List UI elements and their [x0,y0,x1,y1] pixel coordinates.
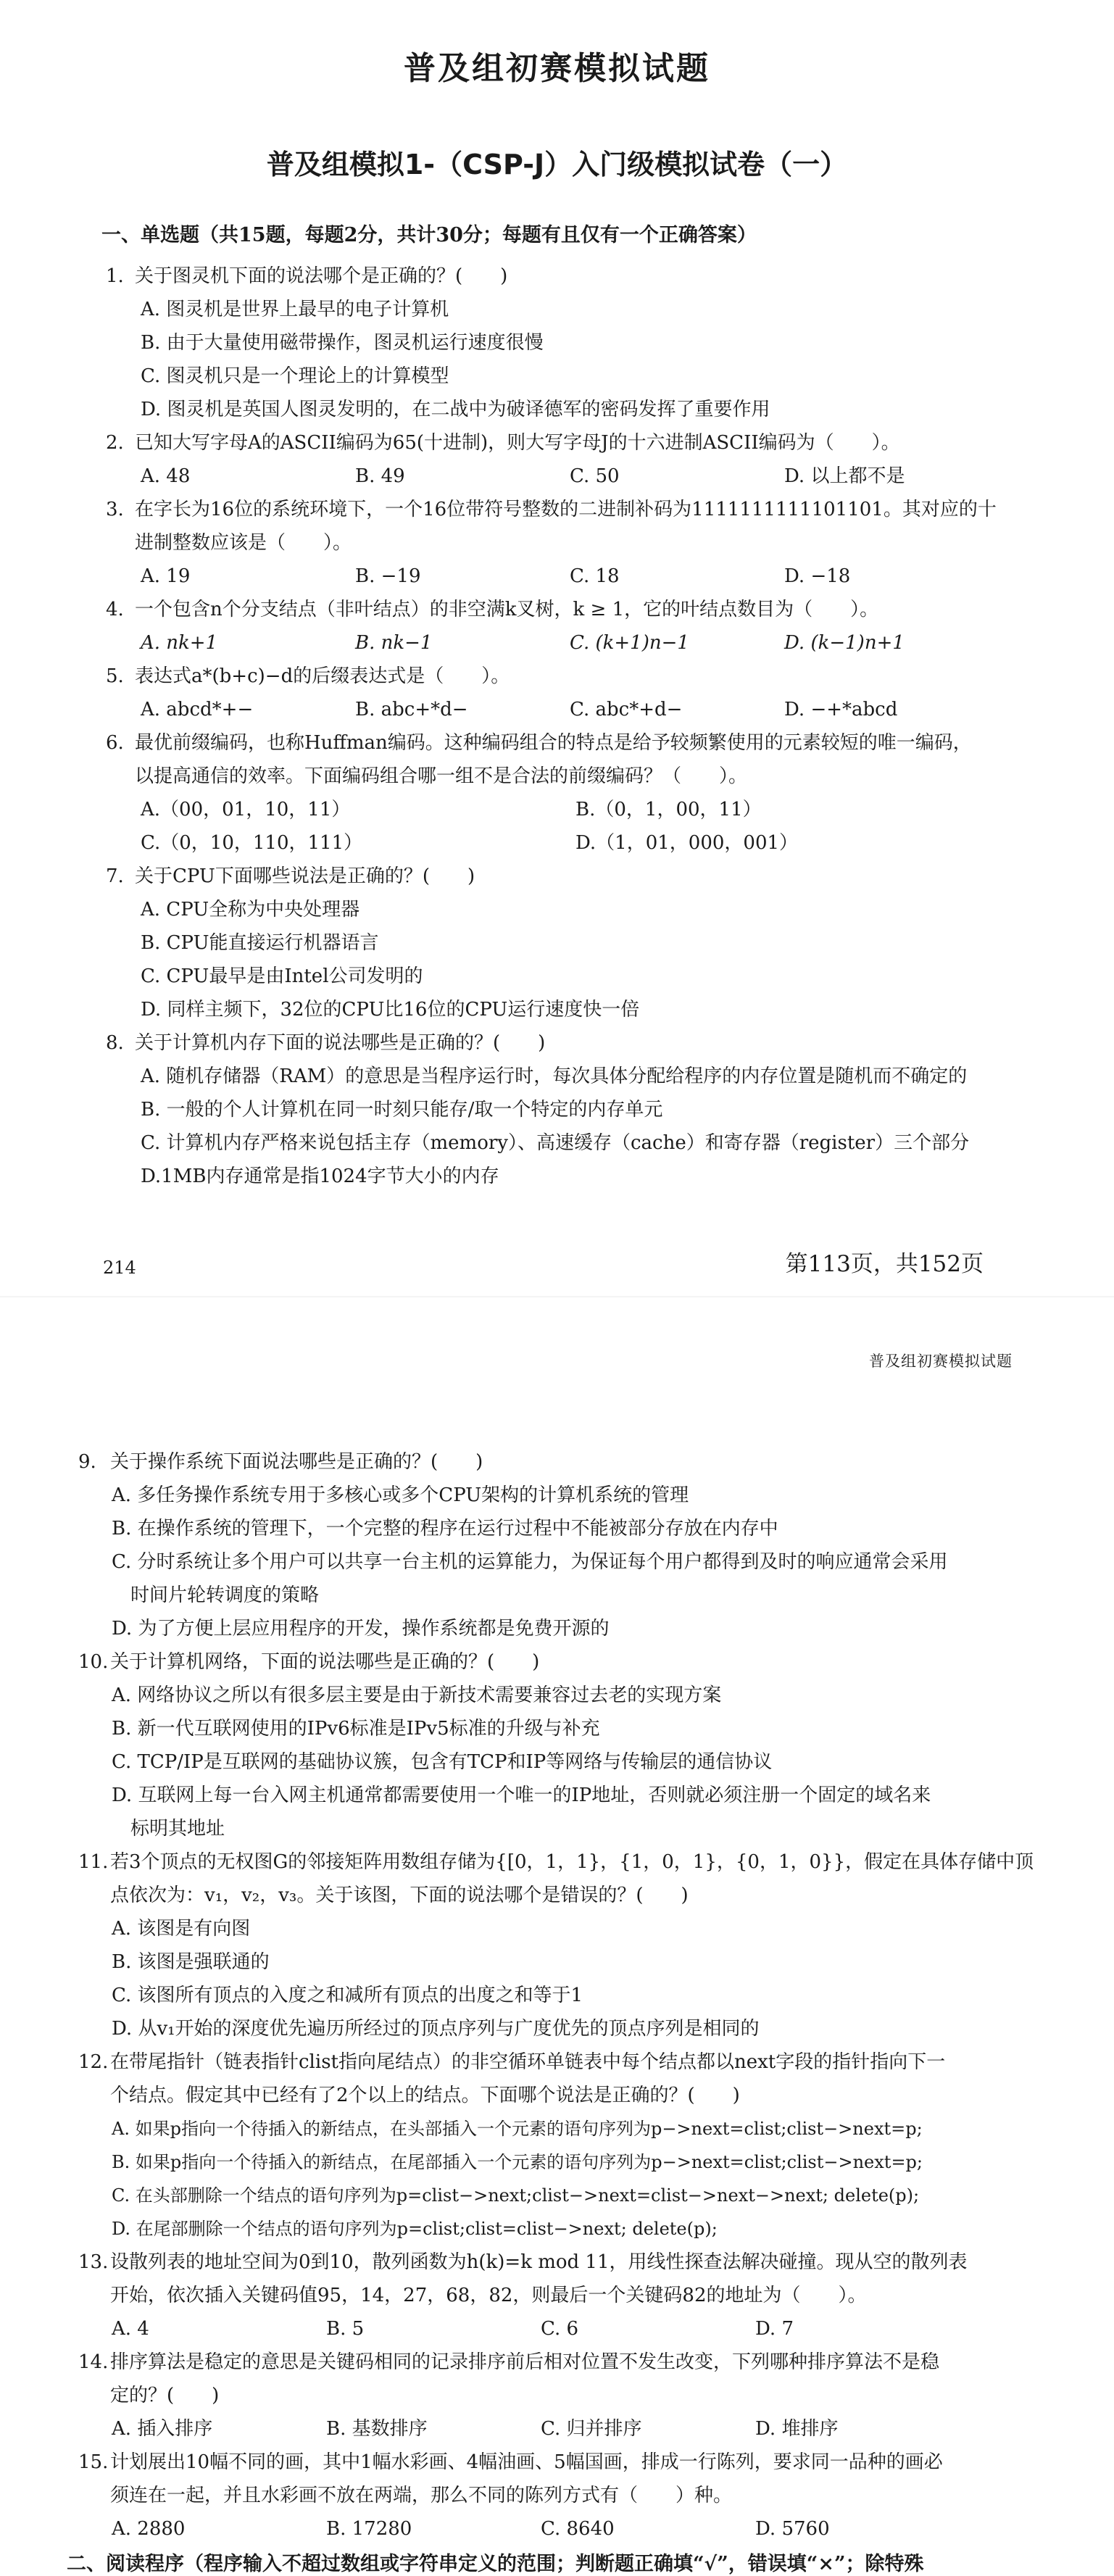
option-c: C. abc*+d− [570,699,683,720]
question-stem-continued: 定的？( ) [110,2385,220,2406]
question-number: 13. [78,2251,109,2273]
option-a: A. abcd*+− [141,699,254,720]
question-stem: 关于图灵机下面的说法哪个是正确的？( ) [135,265,508,287]
question-2 [106,426,1048,493]
option-d: D. 以上都不是 [784,465,905,487]
option-d: D. 堆排序 [755,2418,839,2440]
question-stem-continued: 个结点。假定其中已经有了2个以上的结点。下面哪个说法是正确的？( ) [110,2085,740,2106]
question-stem-continued: 须连在一起，并且水彩画不放在两端，那么不同的陈列方式有（ ）种。 [110,2485,733,2506]
running-head: 普及组初赛模拟试题 [869,1353,1013,1370]
option-a: A.（00，01，10，11） [141,799,351,820]
page-2 [0,1297,1114,2575]
option-c: C. 18 [570,565,620,587]
question-number: 8. [106,1032,124,1054]
option-a: A. 多任务操作系统专用于多核心或多个CPU架构的计算机系统的管理 [112,1484,689,1506]
option-d: D. 7 [755,2318,794,2340]
option-c: C. CPU最早是由Intel公司发明的 [141,965,423,987]
question-1 [106,259,1048,426]
page-counter: 第113页，共152页 [785,1251,984,1277]
option-a: A. nk+1 [141,632,218,654]
question-stem: 已知大写字母A的ASCII编码为65(十进制)，则大写字母J的十六进制ASCII编码为（ ）。 [135,432,900,454]
option-a: A. 网络协议之所以有很多层主要是由于新技术需要兼容过去老的实现方案 [112,1684,722,1706]
option-d: D. −+*abcd [784,699,898,720]
question-number: 4. [106,599,124,620]
question-number: 15. [78,2451,109,2473]
option-b: B. nk−1 [355,632,433,654]
option-c: C. 在头部删除一个结点的语句序列为p=clist−>next;clist−>next=clist−>next−>next; delete(p); [112,2185,920,2206]
option-c: C. 计算机内存严格来说包括主存（memory）、高速缓存（cache）和寄存器（register）三个部分 [141,1132,970,1154]
option-b: B. 新一代互联网使用的IPv6标准是IPv5标准的升级与补充 [112,1718,600,1740]
option-c: C. 图灵机只是一个理论上的计算模型 [141,365,449,387]
option-b: B. 由于大量使用磁带操作，图灵机运行速度很慢 [141,332,544,354]
question-10 [78,1645,1035,1845]
question-number: 2. [106,432,124,454]
question-number: 1. [106,265,124,287]
option-a: A. 随机存储器（RAM）的意思是当程序运行时，每次具体分配给程序的内存位置是随机而不确定的 [141,1065,968,1087]
question-6 [106,726,1048,860]
question-number: 6. [106,732,124,754]
option-b: B. 在操作系统的管理下，一个完整的程序在运行过程中不能被部分存放在内存中 [112,1518,778,1540]
question-stem: 关于操作系统下面说法哪些是正确的？( ) [110,1451,483,1473]
page-number-printed: 214 [103,1258,136,1278]
option-b: B. abc+*d− [355,699,468,720]
option-b: B. 5 [326,2318,365,2340]
option-c: C. 6 [541,2318,579,2340]
option-c: C. 8640 [541,2518,615,2540]
question-stem: 若3个顶点的无权图G的邻接矩阵用数组存储为{[0，1，1}，{1，0，1}，{0，1，0}}，假定在具体存储中顶 [110,1851,1034,1873]
option-a: A. 插入排序 [112,2418,213,2440]
question-12 [78,2045,1035,2245]
option-b: B. CPU能直接运行机器语言 [141,932,379,954]
question-stem: 在字长为16位的系统环境下，一个16位带符号整数的二进制补码为1111111111101101。其对应的十 [135,499,997,520]
option-c: C. 该图所有顶点的入度之和减所有顶点的出度之和等于1 [112,1985,583,2006]
section-heading-reading-program: 二、阅读程序（程序输入不超过数组或字符串定义的范围；判断题正确填“√”，错误填“×”；除特殊 [67,2553,924,2575]
option-b: B. 该图是强联通的 [112,1951,270,1973]
question-number: 12. [78,2051,109,2073]
question-8 [106,1026,1048,1193]
question-number: 7. [106,865,124,887]
option-d: D.（1，01，000，001） [575,832,799,854]
option-c: C. 分时系统让多个用户可以共享一台主机的运算能力，为保证每个用户都得到及时的响应通常会采用 [112,1551,948,1573]
question-number: 10. [78,1651,109,1673]
option-b: B. 一般的个人计算机在同一时刻只能存/取一个特定的内存单元 [141,1099,663,1121]
section-heading-single-choice: 一、单选题（共15题，每题2分，共计30分；每题有且仅有一个正确答案） [101,224,757,246]
option-c: C. 归并排序 [541,2418,642,2440]
option-d: D.1MB内存通常是指1024字节大小的内存 [141,1166,499,1187]
option-d: D. 从v₁开始的深度优先遍历所经过的顶点序列与广度优先的顶点序列是相同的 [112,2018,760,2040]
option-d: D. −18 [784,565,851,587]
option-d: D. 图灵机是英国人图灵发明的，在二战中为破译德军的密码发挥了重要作用 [141,399,770,420]
question-stem-continued: 点依次为：v₁，v₂，v₃。关于该图，下面的说法哪个是错误的？( ) [110,1885,689,1906]
option-d: D. 为了方便上层应用程序的开发，操作系统都是免费开源的 [112,1618,610,1640]
question-stem: 最优前缀编码，也称Huffman编码。这种编码组合的特点是给予较频繁使用的元素较短的唯一编码， [135,732,972,754]
question-number: 11. [78,1851,109,1873]
option-a: A. 该图是有向图 [112,1918,251,1940]
option-d: D. 在尾部删除一个结点的语句序列为p=clist;clist=clist−>next; delete(p); [112,2219,718,2239]
question-5 [106,660,1048,726]
question-7 [106,860,1048,1026]
option-c: C. 50 [570,465,620,487]
option-c: C. TCP/IP是互联网的基础协议簇，包含有TCP和IP等网络与传输层的通信协议 [112,1751,773,1773]
question-stem: 计划展出10幅不同的画，其中1幅水彩画、4幅油画、5幅国画，排成一行陈列，要求同一品种的画必 [110,2451,943,2473]
option-a: A. 2880 [112,2518,186,2540]
option-d: D. (k−1)n+1 [784,632,905,654]
question-3 [106,493,1048,593]
question-stem: 表达式a*(b+c)−d的后缀表达式是（ ）。 [135,665,510,687]
option-a: A. 如果p指向一个待插入的新结点，在头部插入一个元素的语句序列为p−>next=clist;clist−>next=p; [112,2119,923,2139]
question-stem: 排序算法是稳定的意思是关键码相同的记录排序前后相对位置不发生改变，下列哪种排序算法不是稳 [110,2351,940,2373]
question-4 [106,593,1048,660]
exam-title: 普及组初赛模拟试题 [404,50,710,87]
option-d: D. 5760 [755,2518,830,2540]
option-a: A. 4 [112,2318,149,2340]
question-stem: 关于计算机网络，下面的说法哪些是正确的？( ) [110,1651,540,1673]
question-14 [78,2346,1035,2446]
option-b: B.（0，1，00，11） [575,799,762,820]
question-15 [78,2446,1035,2546]
question-stem-continued: 以提高通信的效率。下面编码组合哪一组不是合法的前缀编码？（ ）。 [135,765,748,787]
option-d: D. 互联网上每一台入网主机通常都需要使用一个唯一的IP地址，否则就必须注册一个固定的域名来 [112,1784,931,1806]
option-b: B. 如果p指向一个待插入的新结点，在尾部插入一个元素的语句序列为p−>next=clist;clist−>next=p; [112,2152,923,2172]
option-b: B. −19 [355,565,421,587]
question-stem: 在带尾指针（链表指针clist指向尾结点）的非空循环单链表中每个结点都以next字段的指针指向下一 [110,2051,946,2073]
question-stem-continued: 开始，依次插入关键码值95，14，27，68，82，则最后一个关键码82的地址为（ ）。 [110,2285,867,2306]
option-a: A. 48 [141,465,191,487]
question-number: 3. [106,499,124,520]
question-stem-continued: 进制整数应该是（ ）。 [135,532,352,554]
question-number: 14. [78,2351,109,2373]
question-11 [78,1845,1035,2045]
option-c-continued: 时间片轮转调度的策略 [130,1584,320,1606]
option-b: B. 49 [355,465,405,487]
question-number: 5. [106,665,124,687]
question-number: 9. [78,1451,96,1473]
option-d-continued: 标明其地址 [130,1818,225,1840]
option-a: A. 图灵机是世界上最早的电子计算机 [141,299,449,320]
question-stem: 关于计算机内存下面的说法哪些是正确的？( ) [135,1032,546,1054]
question-stem: 关于CPU下面哪些说法是正确的？( ) [135,865,475,887]
option-a: A. CPU全称为中央处理器 [141,899,360,921]
option-a: A. 19 [141,565,191,587]
question-stem: 设散列表的地址空间为0到10，散列函数为h(k)=k mod 11，用线性探查法解决碰撞。现从空的散列表 [110,2251,968,2273]
question-9 [78,1445,1035,1645]
option-c: C.（0，10，110，111） [141,832,363,854]
option-b: B. 基数排序 [326,2418,428,2440]
exam-subtitle: 普及组模拟1-（CSP-J）入门级模拟试卷（一） [266,149,848,180]
question-stem: 一个包含n个分支结点（非叶结点）的非空满k叉树，k ≥ 1，它的叶结点数目为（ ）。 [135,599,879,620]
option-b: B. 17280 [326,2518,412,2540]
option-d: D. 同样主频下，32位的CPU比16位的CPU运行速度快一倍 [141,999,640,1021]
question-13 [78,2245,1035,2346]
option-c: C. (k+1)n−1 [570,632,689,654]
